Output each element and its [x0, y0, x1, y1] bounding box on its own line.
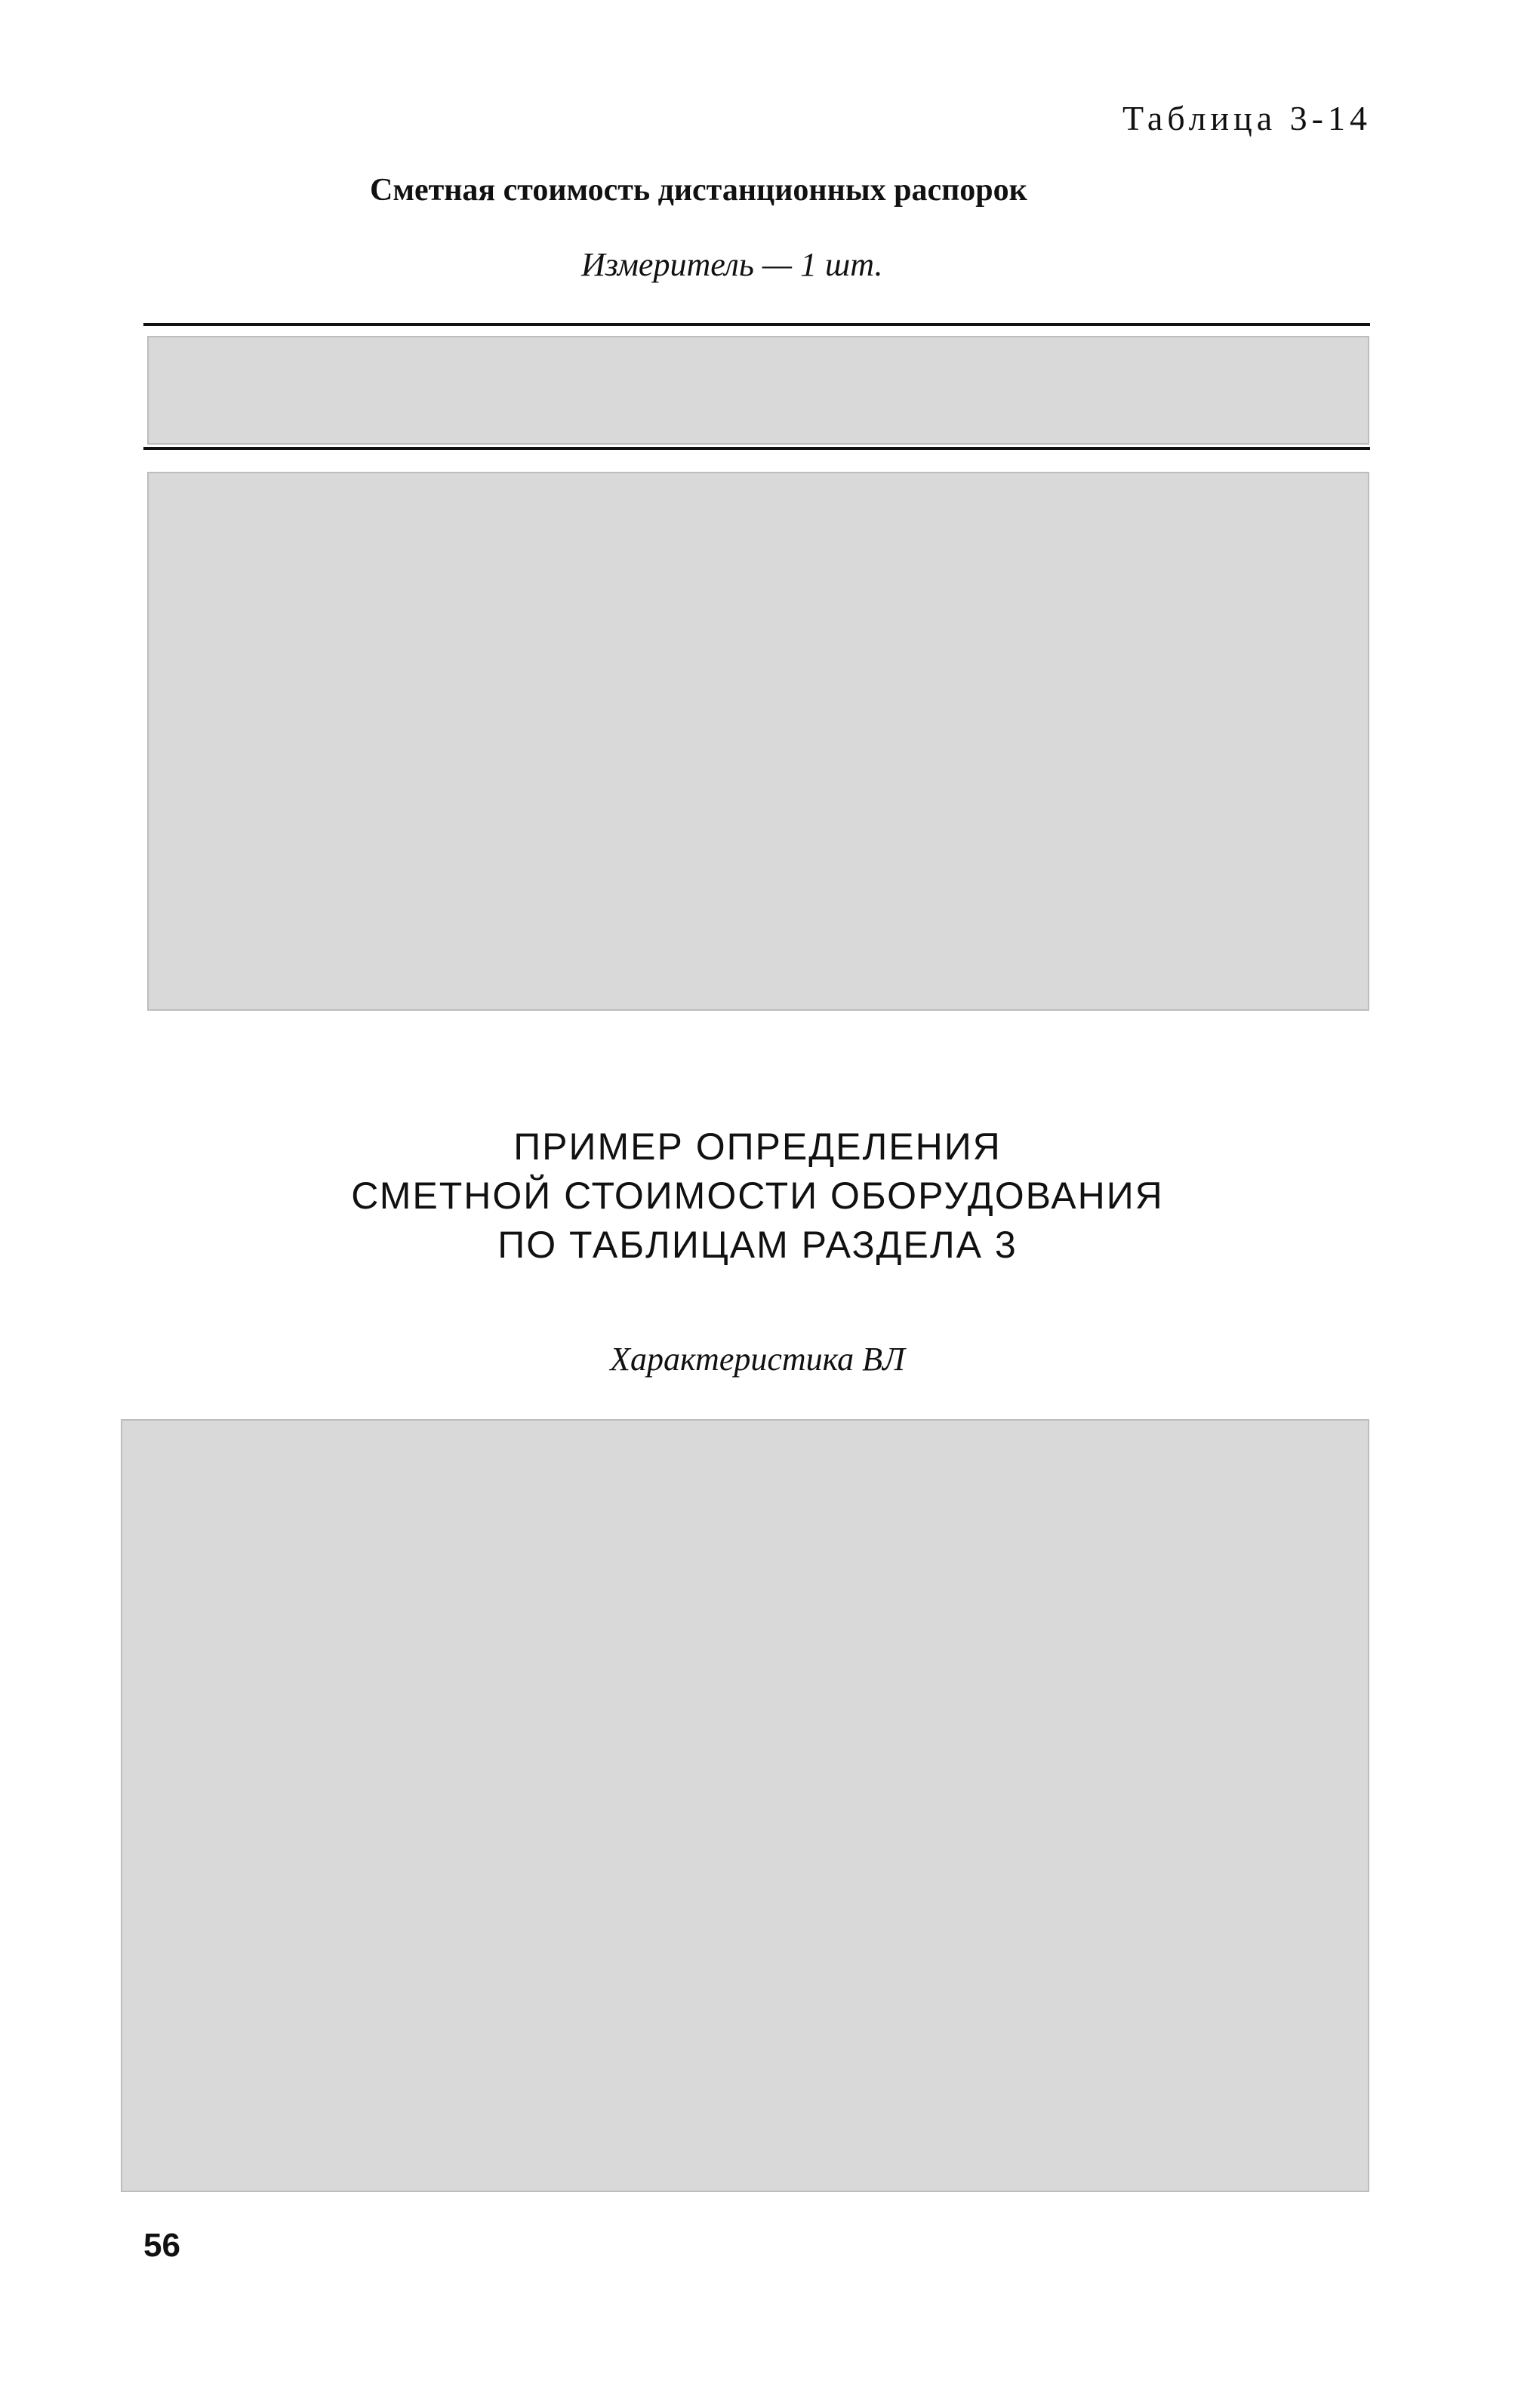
section-heading-line-1: ПРИМЕР ОПРЕДЕЛЕНИЯ: [513, 1125, 1002, 1168]
table-header: [147, 336, 1369, 445]
table-title: Сметная стоимость дистанционных распорок: [370, 173, 1027, 208]
table-measure: Измеритель — 1 шт.: [581, 246, 883, 283]
section-heading-line-3: ПО ТАБЛИЦАМ РАЗДЕЛА 3: [497, 1224, 1018, 1266]
table-header-rule: [143, 447, 1370, 450]
page-number: 56: [143, 2227, 180, 2264]
overhead-line-characteristics: [121, 1419, 1369, 2192]
table-body: [147, 472, 1369, 1011]
section-subheading: Характеристика ВЛ: [610, 1341, 905, 1378]
section-heading-line-2: СМЕТНОЙ СТОИМОСТИ ОБОРУДОВАНИЯ: [351, 1175, 1164, 1217]
table-label: Таблица 3-14: [1122, 99, 1372, 137]
table-top-rule: [143, 323, 1370, 326]
